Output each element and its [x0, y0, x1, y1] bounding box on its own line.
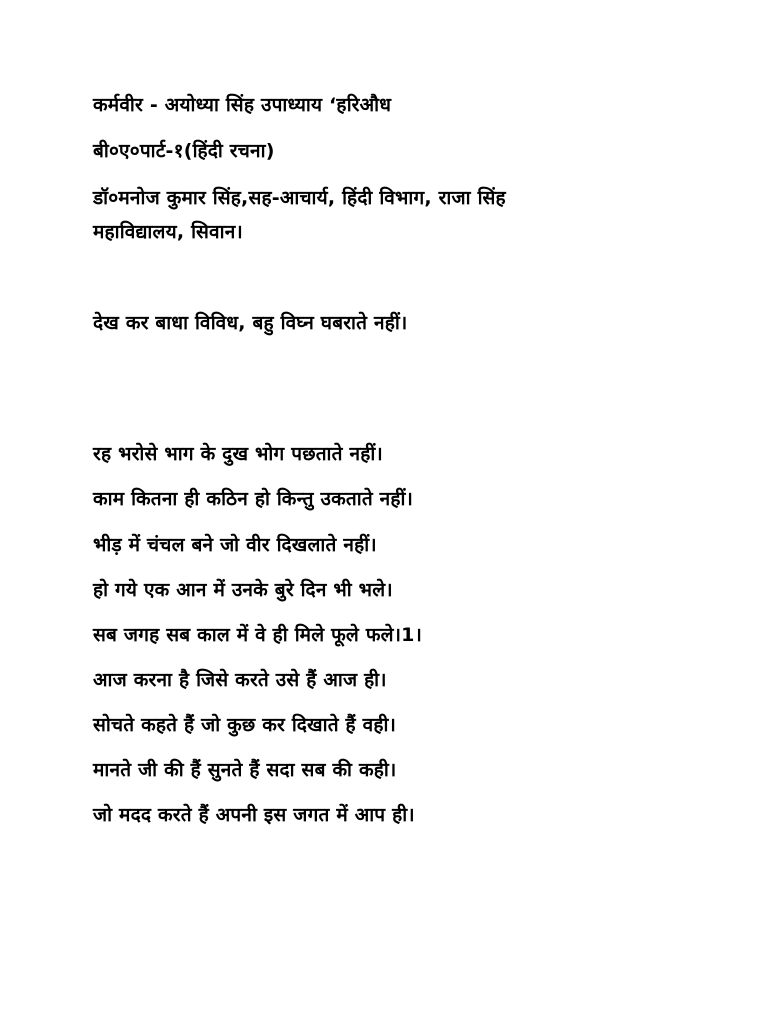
document-title: कर्मवीर - अयोध्या सिंह उपाध्याय ‘हरिऔध — [93, 94, 392, 116]
poem-line: मानते जी की हैं सुनते हैं सदा सब की कही। — [93, 759, 397, 781]
poem-line: भीड़ में चंचल बने जो वीर दिखलाते नहीं। — [93, 534, 377, 556]
poem-line: हो गये एक आन में उनके बुरे दिन भी भले। — [93, 579, 393, 601]
poem-line: जो मदद करते हैं अपनी इस जगत में आप ही। — [93, 804, 415, 826]
poem-opening-line: देख कर बाधा विविध, बहु विघ्न घबराते नहीं। — [93, 312, 408, 334]
author-info: डॉ०मनोज कुमार सिंह,सह-आचार्य, हिंदी विभाग, राजा सिंह महाविद्यालय, सिवान। — [93, 187, 506, 243]
poem-line: आज करना है जिसे करते उसे हैं आज ही। — [93, 669, 387, 691]
poem-line: रह भरोसे भाग के दुख भोग पछताते नहीं। — [93, 443, 383, 465]
poem-line: सब जगह सब काल में वे ही मिले फूले फले।1। — [93, 624, 422, 646]
poem-line: काम कितना ही कठिन हो किन्तु उकताते नहीं। — [93, 488, 414, 510]
poem-line: सोचते कहते हैं जो कुछ कर दिखाते हैं वही। — [93, 714, 397, 736]
course-label: बी०ए०पार्ट-१(हिंदी रचना) — [93, 140, 275, 162]
